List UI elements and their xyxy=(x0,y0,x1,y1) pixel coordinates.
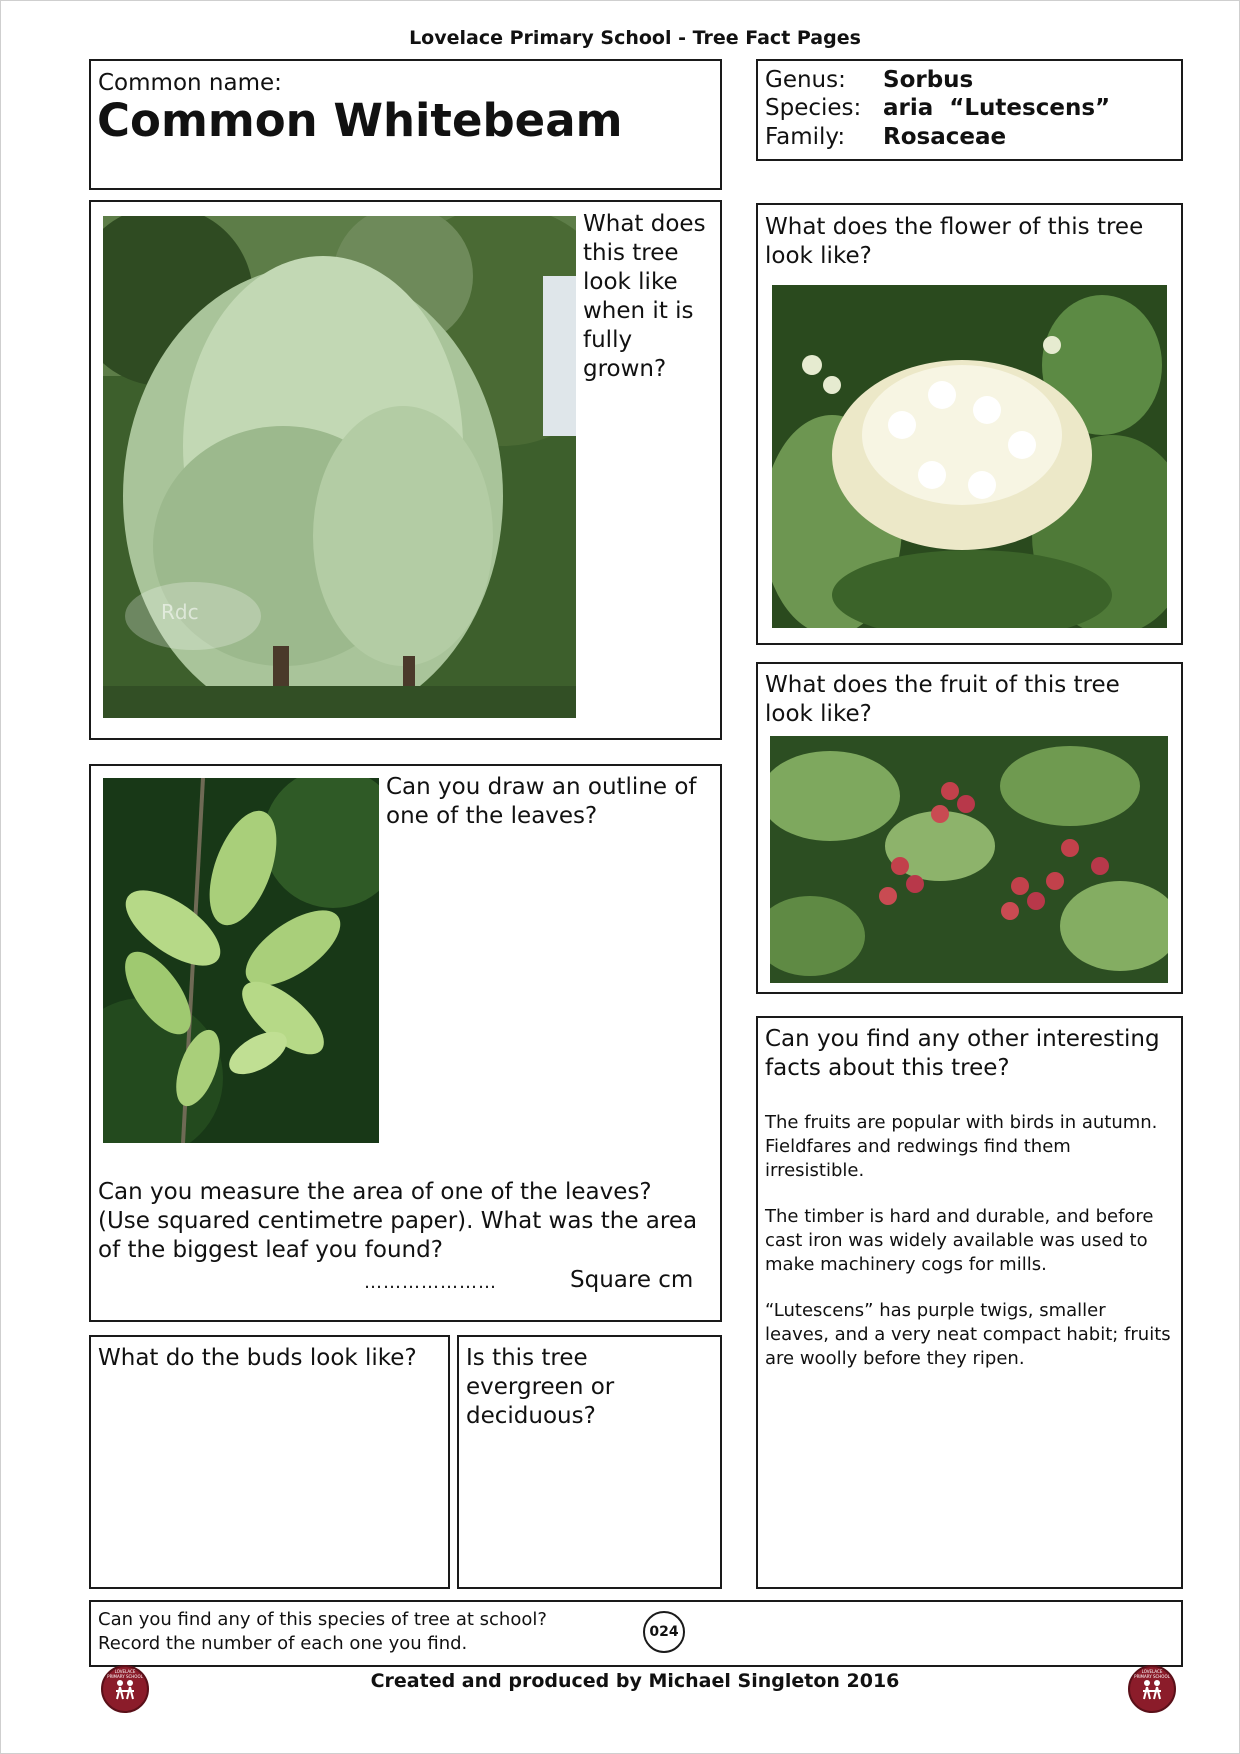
tree-box xyxy=(89,200,722,740)
fact-item: “Lutescens” has purple twigs, smaller leaves, and a very neat compact habit; fruits are woolly before they ripen. xyxy=(765,1300,1171,1369)
leaf-area-unit: Square cm xyxy=(570,1267,694,1293)
facts-box xyxy=(756,1016,1183,1589)
school-logo-text: LOVELACE PRIMARY SCHOOL xyxy=(107,1669,143,1679)
flower-box xyxy=(756,203,1183,645)
genus-value: Sorbus xyxy=(883,67,974,93)
fruit-photo xyxy=(770,736,1168,983)
family-label: Family: xyxy=(765,124,846,150)
leaf-photo xyxy=(103,778,379,1143)
common-name-label: Common name: xyxy=(98,70,282,96)
taxonomy-box xyxy=(756,59,1183,161)
school-count-line2: Record the number of each one you find. xyxy=(98,1633,468,1654)
school-count-line1: Can you find any of this species of tree at school? xyxy=(98,1609,547,1630)
photo-watermark: Rdc xyxy=(161,600,199,624)
fact-item: The timber is hard and durable, and before cast iron was widely available was used to make machinery cogs for mills. xyxy=(765,1206,1154,1275)
genus-label: Genus: xyxy=(765,67,846,93)
common-name-title: Common Whitebeam xyxy=(97,94,623,147)
buds-box xyxy=(89,1335,450,1589)
fact-item: The fruits are popular with birds in autumn. Fieldfares and redwings find them irresistible. xyxy=(765,1112,1158,1181)
facts-question: Can you find any other interesting facts about this tree? xyxy=(765,1026,1160,1081)
facts-list xyxy=(765,1111,1175,1393)
flower-question: What does the flower of this tree look like? xyxy=(765,214,1144,269)
buds-question: What do the buds look like? xyxy=(98,1345,417,1371)
leaf-box xyxy=(89,764,722,1322)
evergreen-box xyxy=(457,1335,722,1589)
species-label: Species: xyxy=(765,95,862,121)
common-name-box xyxy=(89,59,722,190)
leaf-area-question: Can you measure the area of one of the leaves? (Use squared centimetre paper). What was the area of the biggest leaf you found? xyxy=(98,1179,698,1263)
school-count-box xyxy=(89,1600,1183,1667)
leaf-outline-question: Can you draw an outline of one of the leaves? xyxy=(386,774,697,829)
species-value: aria “Lutescens” xyxy=(883,95,1111,121)
school-logo-right xyxy=(1128,1665,1176,1713)
family-value: Rosaceae xyxy=(883,124,1007,150)
page-number-badge: 024 xyxy=(643,1611,685,1653)
evergreen-question: Is this tree evergreen or deciduous? xyxy=(466,1345,615,1429)
footer-credit: Created and produced by Michael Singleton 2016 xyxy=(370,1670,900,1692)
leaf-area-answer-line[interactable]: ………………… xyxy=(364,1272,497,1293)
flower-photo xyxy=(772,285,1167,628)
tree-photo xyxy=(103,216,576,718)
fruit-box xyxy=(756,662,1183,994)
page-header-title: Lovelace Primary School - Tree Fact Pages xyxy=(409,27,861,49)
tree-question: What does this tree look like when it is fully grown? xyxy=(583,211,706,382)
fruit-question: What does the fruit of this tree look like? xyxy=(765,672,1120,727)
school-logo-text: LOVELACE PRIMARY SCHOOL xyxy=(1134,1669,1170,1679)
